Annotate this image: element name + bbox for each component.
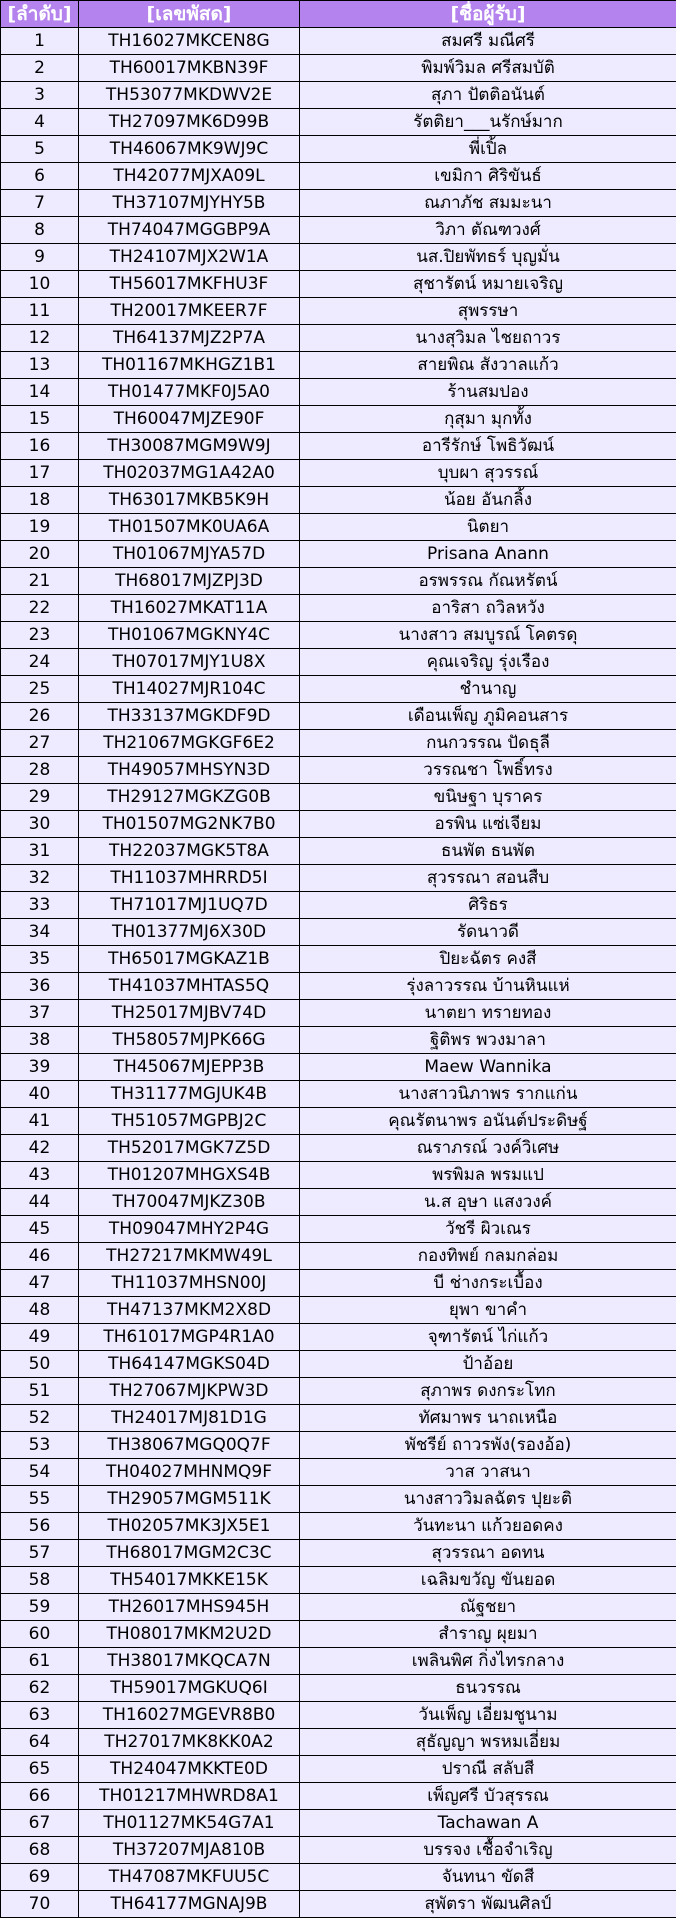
table-row bbox=[1, 1675, 676, 1702]
cell-order-number[interactable]: 4 bbox=[1, 109, 79, 136]
cell-order-number[interactable]: 52 bbox=[1, 1405, 79, 1432]
table-row bbox=[1, 541, 676, 568]
cell-order-number[interactable]: 60 bbox=[1, 1621, 79, 1648]
cell-tracking-number[interactable]: TH54017MKKE15K bbox=[79, 1567, 300, 1594]
cell-order-number[interactable]: 29 bbox=[1, 784, 79, 811]
cell-tracking-number[interactable]: TH64177MGNAJ9B bbox=[79, 1891, 300, 1918]
cell-recipient-name[interactable]: นางสาว สมบูรณ์ โคตรดุ bbox=[300, 622, 676, 649]
cell-recipient-name[interactable]: นาตยา ทรายทอง bbox=[300, 1000, 676, 1027]
table-row bbox=[1, 244, 676, 271]
cell-recipient-name[interactable]: ธนพัต ธนพัต bbox=[300, 838, 676, 865]
cell-order-number[interactable]: 16 bbox=[1, 433, 79, 460]
table-row bbox=[1, 460, 676, 487]
cell-recipient-name[interactable]: ร้านสมปอง bbox=[300, 379, 676, 406]
cell-order-number[interactable]: 58 bbox=[1, 1567, 79, 1594]
cell-order-number[interactable]: 49 bbox=[1, 1324, 79, 1351]
table-row bbox=[1, 1621, 676, 1648]
cell-order-number[interactable]: 47 bbox=[1, 1270, 79, 1297]
cell-tracking-number[interactable]: TH38017MKQCA7N bbox=[79, 1648, 300, 1675]
table-row bbox=[1, 352, 676, 379]
cell-tracking-number[interactable]: TH42077MJXA09L bbox=[79, 163, 300, 190]
table-row bbox=[1, 1459, 676, 1486]
cell-order-number[interactable]: 70 bbox=[1, 1891, 79, 1918]
table-row bbox=[1, 676, 676, 703]
table-row bbox=[1, 1891, 676, 1918]
cell-tracking-number[interactable]: TH24017MJ81D1G bbox=[79, 1405, 300, 1432]
cell-tracking-number[interactable]: TH11037MHSN00J bbox=[79, 1270, 300, 1297]
cell-order-number[interactable]: 32 bbox=[1, 865, 79, 892]
table-row bbox=[1, 568, 676, 595]
cell-recipient-name[interactable]: วาส วาสนา bbox=[300, 1459, 676, 1486]
cell-order-number[interactable]: 45 bbox=[1, 1216, 79, 1243]
table-row bbox=[1, 163, 676, 190]
table-row bbox=[1, 298, 676, 325]
cell-order-number[interactable]: 56 bbox=[1, 1513, 79, 1540]
cell-order-number[interactable]: 54 bbox=[1, 1459, 79, 1486]
cell-order-number[interactable]: 13 bbox=[1, 352, 79, 379]
table-row bbox=[1, 811, 676, 838]
table-row bbox=[1, 595, 676, 622]
header-order-number: [ลำดับ] bbox=[1, 1, 79, 28]
cell-recipient-name[interactable]: ป้าอ้อย bbox=[300, 1351, 676, 1378]
cell-recipient-name[interactable]: สำราญ ผุยมา bbox=[300, 1621, 676, 1648]
table-row bbox=[1, 892, 676, 919]
cell-tracking-number[interactable]: TH01507MG2NK7B0 bbox=[79, 811, 300, 838]
cell-order-number[interactable]: 33 bbox=[1, 892, 79, 919]
table-row bbox=[1, 865, 676, 892]
cell-tracking-number[interactable]: TH01217MHWRD8A1 bbox=[79, 1783, 300, 1810]
table-row bbox=[1, 1648, 676, 1675]
cell-order-number[interactable]: 14 bbox=[1, 379, 79, 406]
cell-order-number[interactable]: 40 bbox=[1, 1081, 79, 1108]
cell-tracking-number[interactable]: TH14027MJR104C bbox=[79, 676, 300, 703]
table-row bbox=[1, 1756, 676, 1783]
cell-recipient-name[interactable]: เขมิกา ศิริขันธ์ bbox=[300, 163, 676, 190]
cell-tracking-number[interactable]: TH31177MGJUK4B bbox=[79, 1081, 300, 1108]
cell-recipient-name[interactable]: วันเพ็ญ เอี่ยมชูนาม bbox=[300, 1702, 676, 1729]
cell-recipient-name[interactable]: ขนิษฐา บุราคร bbox=[300, 784, 676, 811]
table-row bbox=[1, 1162, 676, 1189]
cell-recipient-name[interactable]: พรพิมล พรมแป bbox=[300, 1162, 676, 1189]
cell-tracking-number[interactable]: TH45067MJEPP3B bbox=[79, 1054, 300, 1081]
table-row bbox=[1, 1108, 676, 1135]
cell-recipient-name[interactable]: ณราภรณ์ วงค์วิเศษ bbox=[300, 1135, 676, 1162]
cell-tracking-number[interactable]: TH27017MK8KK0A2 bbox=[79, 1729, 300, 1756]
cell-recipient-name[interactable]: ฐิติพร พวงมาลา bbox=[300, 1027, 676, 1054]
cell-recipient-name[interactable]: สุชารัตน์ หมายเจริญ bbox=[300, 271, 676, 298]
cell-order-number[interactable]: 64 bbox=[1, 1729, 79, 1756]
cell-tracking-number[interactable]: TH58057MJPK66G bbox=[79, 1027, 300, 1054]
cell-order-number[interactable]: 31 bbox=[1, 838, 79, 865]
cell-tracking-number[interactable]: TH65017MGKAZ1B bbox=[79, 946, 300, 973]
cell-order-number[interactable]: 63 bbox=[1, 1702, 79, 1729]
cell-order-number[interactable]: 10 bbox=[1, 271, 79, 298]
table-row bbox=[1, 1837, 676, 1864]
table-row bbox=[1, 838, 676, 865]
header-tracking-number: [เลขพัสด] bbox=[79, 1, 300, 28]
cell-recipient-name[interactable]: เพลินพิศ กิ่งไทรกลาง bbox=[300, 1648, 676, 1675]
cell-tracking-number[interactable]: TH61017MGP4R1A0 bbox=[79, 1324, 300, 1351]
cell-recipient-name[interactable]: ธนวรรณ bbox=[300, 1675, 676, 1702]
cell-order-number[interactable]: 53 bbox=[1, 1432, 79, 1459]
cell-recipient-name[interactable]: บรรจง เชื้อจำเริญ bbox=[300, 1837, 676, 1864]
cell-recipient-name[interactable]: อาริสา ถวิลหวัง bbox=[300, 595, 676, 622]
table-row bbox=[1, 217, 676, 244]
table-row bbox=[1, 1405, 676, 1432]
table-row bbox=[1, 271, 676, 298]
cell-tracking-number[interactable]: TH30087MGM9W9J bbox=[79, 433, 300, 460]
cell-order-number[interactable]: 36 bbox=[1, 973, 79, 1000]
table-row bbox=[1, 1594, 676, 1621]
table-row bbox=[1, 946, 676, 973]
cell-recipient-name[interactable]: วรรณชา โพธิ์ทรง bbox=[300, 757, 676, 784]
cell-recipient-name[interactable]: นส.ปิยพัทธร์ บุญมั่น bbox=[300, 244, 676, 271]
cell-tracking-number[interactable]: TH01067MGKNY4C bbox=[79, 622, 300, 649]
cell-order-number[interactable]: 7 bbox=[1, 190, 79, 217]
cell-recipient-name[interactable]: ศิริธร bbox=[300, 892, 676, 919]
cell-recipient-name[interactable]: วันทะนา แก้วยอดคง bbox=[300, 1513, 676, 1540]
table-row bbox=[1, 622, 676, 649]
table-row bbox=[1, 325, 676, 352]
cell-order-number[interactable]: 30 bbox=[1, 811, 79, 838]
cell-recipient-name[interactable]: พี่เปิ้ล bbox=[300, 136, 676, 163]
cell-tracking-number[interactable]: TH24107MJX2W1A bbox=[79, 244, 300, 271]
table-row bbox=[1, 1000, 676, 1027]
cell-order-number[interactable]: 42 bbox=[1, 1135, 79, 1162]
cell-recipient-name[interactable]: นางสุวิมล ไชยถาวร bbox=[300, 325, 676, 352]
cell-tracking-number[interactable]: TH02057MK3JX5E1 bbox=[79, 1513, 300, 1540]
cell-tracking-number[interactable]: TH68017MJZPJ3D bbox=[79, 568, 300, 595]
table-row bbox=[1, 1054, 676, 1081]
table-row bbox=[1, 919, 676, 946]
table-row bbox=[1, 1297, 676, 1324]
table-row bbox=[1, 136, 676, 163]
cell-order-number[interactable]: 51 bbox=[1, 1378, 79, 1405]
cell-recipient-name[interactable]: Maew Wannika bbox=[300, 1054, 676, 1081]
table-row bbox=[1, 82, 676, 109]
cell-tracking-number[interactable]: TH60047MJZE90F bbox=[79, 406, 300, 433]
cell-order-number[interactable]: 62 bbox=[1, 1675, 79, 1702]
cell-tracking-number[interactable]: TH25017MJBV74D bbox=[79, 1000, 300, 1027]
cell-order-number[interactable]: 55 bbox=[1, 1486, 79, 1513]
cell-tracking-number[interactable]: TH27097MK6D99B bbox=[79, 109, 300, 136]
cell-tracking-number[interactable]: TH47087MKFUU5C bbox=[79, 1864, 300, 1891]
cell-tracking-number[interactable]: TH01167MKHGZ1B1 bbox=[79, 352, 300, 379]
table-row bbox=[1, 1027, 676, 1054]
cell-tracking-number[interactable]: TH04027MHNMQ9F bbox=[79, 1459, 300, 1486]
cell-order-number[interactable]: 69 bbox=[1, 1864, 79, 1891]
table-row bbox=[1, 730, 676, 757]
cell-recipient-name[interactable]: กนกวรรณ ปัดธุลี bbox=[300, 730, 676, 757]
cell-tracking-number[interactable]: TH16027MKAT11A bbox=[79, 595, 300, 622]
cell-order-number[interactable]: 18 bbox=[1, 487, 79, 514]
cell-tracking-number[interactable]: TH11037MHRRD5I bbox=[79, 865, 300, 892]
table-row bbox=[1, 406, 676, 433]
cell-tracking-number[interactable]: TH56017MKFHU3F bbox=[79, 271, 300, 298]
table-row bbox=[1, 1243, 676, 1270]
cell-tracking-number[interactable]: TH64147MGKS04D bbox=[79, 1351, 300, 1378]
table-row bbox=[1, 1216, 676, 1243]
cell-order-number[interactable]: 20 bbox=[1, 541, 79, 568]
cell-tracking-number[interactable]: TH29057MGM511K bbox=[79, 1486, 300, 1513]
cell-tracking-number[interactable]: TH01477MKF0J5A0 bbox=[79, 379, 300, 406]
cell-recipient-name[interactable]: ชำนาญ bbox=[300, 676, 676, 703]
table-row bbox=[1, 1189, 676, 1216]
table-row bbox=[1, 28, 676, 55]
cell-order-number[interactable]: 9 bbox=[1, 244, 79, 271]
cell-recipient-name[interactable]: Prisana Anann bbox=[300, 541, 676, 568]
cell-recipient-name[interactable]: สุพรรษา bbox=[300, 298, 676, 325]
cell-recipient-name[interactable]: รัตติยา___นรักษ์มาก bbox=[300, 109, 676, 136]
cell-recipient-name[interactable]: กองทิพย์ กลมกล่อม bbox=[300, 1243, 676, 1270]
cell-recipient-name[interactable]: วัชรี ผิวเณร bbox=[300, 1216, 676, 1243]
cell-order-number[interactable]: 59 bbox=[1, 1594, 79, 1621]
cell-tracking-number[interactable]: TH71017MJ1UQ7D bbox=[79, 892, 300, 919]
cell-recipient-name[interactable]: ทัศมาพร นาถเหนือ bbox=[300, 1405, 676, 1432]
cell-tracking-number[interactable]: TH63017MKB5K9H bbox=[79, 487, 300, 514]
table-row bbox=[1, 1324, 676, 1351]
cell-tracking-number[interactable]: TH01507MK0UA6A bbox=[79, 514, 300, 541]
cell-order-number[interactable]: 27 bbox=[1, 730, 79, 757]
cell-order-number[interactable]: 46 bbox=[1, 1243, 79, 1270]
table-row bbox=[1, 1810, 676, 1837]
cell-tracking-number[interactable]: TH01127MK54G7A1 bbox=[79, 1810, 300, 1837]
cell-order-number[interactable]: 68 bbox=[1, 1837, 79, 1864]
table-row bbox=[1, 487, 676, 514]
cell-tracking-number[interactable]: TH26017MHS945H bbox=[79, 1594, 300, 1621]
cell-tracking-number[interactable]: TH74047MGGBP9A bbox=[79, 217, 300, 244]
cell-tracking-number[interactable]: TH01207MHGXS4B bbox=[79, 1162, 300, 1189]
cell-tracking-number[interactable]: TH46067MK9WJ9C bbox=[79, 136, 300, 163]
cell-order-number[interactable]: 22 bbox=[1, 595, 79, 622]
cell-tracking-number[interactable]: TH27217MKMW49L bbox=[79, 1243, 300, 1270]
cell-tracking-number[interactable]: TH27067MJKPW3D bbox=[79, 1378, 300, 1405]
cell-tracking-number[interactable]: TH01377MJ6X30D bbox=[79, 919, 300, 946]
cell-recipient-name[interactable]: เพ็ญศรี บัวสุรรณ bbox=[300, 1783, 676, 1810]
header-recipient-name: [ชื่อผู้รับ] bbox=[300, 1, 676, 28]
cell-tracking-number[interactable]: TH22037MGK5T8A bbox=[79, 838, 300, 865]
cell-order-number[interactable]: 23 bbox=[1, 622, 79, 649]
table-row bbox=[1, 433, 676, 460]
cell-tracking-number[interactable]: TH01067MJYA57D bbox=[79, 541, 300, 568]
table-row bbox=[1, 1864, 676, 1891]
table-row bbox=[1, 757, 676, 784]
cell-recipient-name[interactable]: สุพัตรา พัฒนศิลป์ bbox=[300, 1891, 676, 1918]
cell-order-number[interactable]: 3 bbox=[1, 82, 79, 109]
cell-order-number[interactable]: 61 bbox=[1, 1648, 79, 1675]
cell-tracking-number[interactable]: TH16027MKCEN8G bbox=[79, 28, 300, 55]
cell-order-number[interactable]: 5 bbox=[1, 136, 79, 163]
table-row bbox=[1, 1783, 676, 1810]
cell-recipient-name[interactable]: ณภาภัช สมมะนา bbox=[300, 190, 676, 217]
cell-tracking-number[interactable]: TH08017MKM2U2D bbox=[79, 1621, 300, 1648]
cell-recipient-name[interactable]: บี ช่างกระเบื้อง bbox=[300, 1270, 676, 1297]
cell-recipient-name[interactable]: พิมพ์วิมล ศรีสมบัติ bbox=[300, 55, 676, 82]
cell-order-number[interactable]: 38 bbox=[1, 1027, 79, 1054]
cell-tracking-number[interactable]: TH59017MGKUQ6I bbox=[79, 1675, 300, 1702]
cell-recipient-name[interactable]: น้อย อันกลิ้ง bbox=[300, 487, 676, 514]
cell-recipient-name[interactable]: นางสาววิมลฉัตร ปุยะติ bbox=[300, 1486, 676, 1513]
cell-recipient-name[interactable]: ยุพา ขาคำ bbox=[300, 1297, 676, 1324]
table-row bbox=[1, 109, 676, 136]
cell-recipient-name[interactable]: สุวรรณา สอนสืบ bbox=[300, 865, 676, 892]
cell-order-number[interactable]: 44 bbox=[1, 1189, 79, 1216]
table-row bbox=[1, 1351, 676, 1378]
table-row bbox=[1, 1702, 676, 1729]
table-row bbox=[1, 1729, 676, 1756]
cell-order-number[interactable]: 12 bbox=[1, 325, 79, 352]
cell-recipient-name[interactable]: สุภาพร ดงกระโทก bbox=[300, 1378, 676, 1405]
table-row bbox=[1, 55, 676, 82]
cell-order-number[interactable]: 39 bbox=[1, 1054, 79, 1081]
cell-order-number[interactable]: 37 bbox=[1, 1000, 79, 1027]
cell-tracking-number[interactable]: TH33137MGKDF9D bbox=[79, 703, 300, 730]
cell-recipient-name[interactable]: สมศรี มณีศรี bbox=[300, 28, 676, 55]
cell-order-number[interactable]: 57 bbox=[1, 1540, 79, 1567]
cell-recipient-name[interactable]: น.ส อุษา แสงวงค์ bbox=[300, 1189, 676, 1216]
table-row bbox=[1, 1540, 676, 1567]
cell-recipient-name[interactable]: เดือนเพ็ญ ภูมิคอนสาร bbox=[300, 703, 676, 730]
table-row bbox=[1, 1432, 676, 1459]
cell-recipient-name[interactable]: จันทนา ขัดสี bbox=[300, 1864, 676, 1891]
cell-order-number[interactable]: 48 bbox=[1, 1297, 79, 1324]
cell-recipient-name[interactable]: ปราณี สลับสี bbox=[300, 1756, 676, 1783]
cell-recipient-name[interactable]: คุณรัตนาพร อนันต์ประดิษฐ์ bbox=[300, 1108, 676, 1135]
cell-tracking-number[interactable]: TH53077MKDWV2E bbox=[79, 82, 300, 109]
cell-tracking-number[interactable]: TH47137MKM2X8D bbox=[79, 1297, 300, 1324]
cell-order-number[interactable]: 25 bbox=[1, 676, 79, 703]
table-row bbox=[1, 1270, 676, 1297]
table-row bbox=[1, 1378, 676, 1405]
cell-order-number[interactable]: 19 bbox=[1, 514, 79, 541]
cell-recipient-name[interactable]: สายพิณ สังวาลแก้ว bbox=[300, 352, 676, 379]
cell-order-number[interactable]: 21 bbox=[1, 568, 79, 595]
cell-tracking-number[interactable]: TH68017MGM2C3C bbox=[79, 1540, 300, 1567]
cell-recipient-name[interactable]: พัชรีย์ ถาวรพัง(รองอ้อ) bbox=[300, 1432, 676, 1459]
cell-recipient-name[interactable]: เฉลิมขวัญ ขันยอด bbox=[300, 1567, 676, 1594]
cell-order-number[interactable]: 24 bbox=[1, 649, 79, 676]
cell-order-number[interactable]: 2 bbox=[1, 55, 79, 82]
cell-order-number[interactable]: 8 bbox=[1, 217, 79, 244]
cell-tracking-number[interactable]: TH29127MGKZG0B bbox=[79, 784, 300, 811]
cell-tracking-number[interactable]: TH09047MHY2P4G bbox=[79, 1216, 300, 1243]
table-row bbox=[1, 784, 676, 811]
cell-tracking-number[interactable]: TH60017MKBN39F bbox=[79, 55, 300, 82]
cell-tracking-number[interactable]: TH37207MJA810B bbox=[79, 1837, 300, 1864]
cell-order-number[interactable]: 34 bbox=[1, 919, 79, 946]
cell-recipient-name[interactable]: สุภา ปัตติอนันต์ bbox=[300, 82, 676, 109]
cell-tracking-number[interactable]: TH41037MHTAS5Q bbox=[79, 973, 300, 1000]
cell-recipient-name[interactable]: รัดนาวดี bbox=[300, 919, 676, 946]
cell-recipient-name[interactable]: วิภา ตัณฑวงศ์ bbox=[300, 217, 676, 244]
cell-order-number[interactable]: 11 bbox=[1, 298, 79, 325]
cell-recipient-name[interactable]: สุธัญญา พรหมเอี่ยม bbox=[300, 1729, 676, 1756]
cell-tracking-number[interactable]: TH16027MGEVR8B0 bbox=[79, 1702, 300, 1729]
table-row bbox=[1, 973, 676, 1000]
cell-order-number[interactable]: 15 bbox=[1, 406, 79, 433]
cell-order-number[interactable]: 35 bbox=[1, 946, 79, 973]
cell-recipient-name[interactable]: รุ่งลาวรรณ บ้านหินแห่ bbox=[300, 973, 676, 1000]
cell-tracking-number[interactable]: TH37107MJYHY5B bbox=[79, 190, 300, 217]
cell-order-number[interactable]: 43 bbox=[1, 1162, 79, 1189]
cell-tracking-number[interactable]: TH49057MHSYN3D bbox=[79, 757, 300, 784]
cell-order-number[interactable]: 6 bbox=[1, 163, 79, 190]
cell-recipient-name[interactable]: ณัฐชยา bbox=[300, 1594, 676, 1621]
cell-tracking-number[interactable]: TH64137MJZ2P7A bbox=[79, 325, 300, 352]
table-row bbox=[1, 514, 676, 541]
cell-recipient-name[interactable]: ปิยะฉัตร คงสี bbox=[300, 946, 676, 973]
cell-tracking-number[interactable]: TH21067MGKGF6E2 bbox=[79, 730, 300, 757]
cell-tracking-number[interactable]: TH20017MKEER7F bbox=[79, 298, 300, 325]
cell-recipient-name[interactable]: คุณเจริญ รุ่งเรือง bbox=[300, 649, 676, 676]
cell-tracking-number[interactable]: TH70047MJKZ30B bbox=[79, 1189, 300, 1216]
cell-recipient-name[interactable]: อรพิน แซ่เจียม bbox=[300, 811, 676, 838]
table-row bbox=[1, 1081, 676, 1108]
table-row bbox=[1, 703, 676, 730]
cell-recipient-name[interactable]: อารีรักษ์ โพธิวัฒน์ bbox=[300, 433, 676, 460]
table-body bbox=[1, 28, 676, 1918]
cell-recipient-name[interactable]: กุสุมา มุกทั้ง bbox=[300, 406, 676, 433]
cell-order-number[interactable]: 17 bbox=[1, 460, 79, 487]
table-row bbox=[1, 190, 676, 217]
cell-order-number[interactable]: 66 bbox=[1, 1783, 79, 1810]
cell-recipient-name[interactable]: บุบผา สุวรรณ์ bbox=[300, 460, 676, 487]
table-row bbox=[1, 379, 676, 406]
cell-order-number[interactable]: 28 bbox=[1, 757, 79, 784]
cell-tracking-number[interactable]: TH51057MGPBJ2C bbox=[79, 1108, 300, 1135]
table-row bbox=[1, 1486, 676, 1513]
cell-recipient-name[interactable]: สุวรรณา อดทน bbox=[300, 1540, 676, 1567]
header-row bbox=[1, 1, 676, 28]
table-row bbox=[1, 1513, 676, 1540]
table-row bbox=[1, 649, 676, 676]
cell-tracking-number[interactable]: TH52017MGK7Z5D bbox=[79, 1135, 300, 1162]
cell-order-number[interactable]: 41 bbox=[1, 1108, 79, 1135]
cell-recipient-name[interactable]: Tachawan A bbox=[300, 1810, 676, 1837]
cell-order-number[interactable]: 65 bbox=[1, 1756, 79, 1783]
cell-order-number[interactable]: 67 bbox=[1, 1810, 79, 1837]
table-row bbox=[1, 1567, 676, 1594]
table-row bbox=[1, 1135, 676, 1162]
cell-tracking-number[interactable]: TH07017MJY1U8X bbox=[79, 649, 300, 676]
cell-recipient-name[interactable]: จุฑารัตน์ ไก่แก้ว bbox=[300, 1324, 676, 1351]
cell-tracking-number[interactable]: TH24047MKKTE0D bbox=[79, 1756, 300, 1783]
cell-recipient-name[interactable]: นิตยา bbox=[300, 514, 676, 541]
cell-order-number[interactable]: 26 bbox=[1, 703, 79, 730]
cell-tracking-number[interactable]: TH38067MGQ0Q7F bbox=[79, 1432, 300, 1459]
cell-order-number[interactable]: 50 bbox=[1, 1351, 79, 1378]
cell-order-number[interactable]: 1 bbox=[1, 28, 79, 55]
cell-recipient-name[interactable]: นางสาวนิภาพร รากแก่น bbox=[300, 1081, 676, 1108]
cell-recipient-name[interactable]: อรพรรณ กัณหรัตน์ bbox=[300, 568, 676, 595]
cell-tracking-number[interactable]: TH02037MG1A42A0 bbox=[79, 460, 300, 487]
